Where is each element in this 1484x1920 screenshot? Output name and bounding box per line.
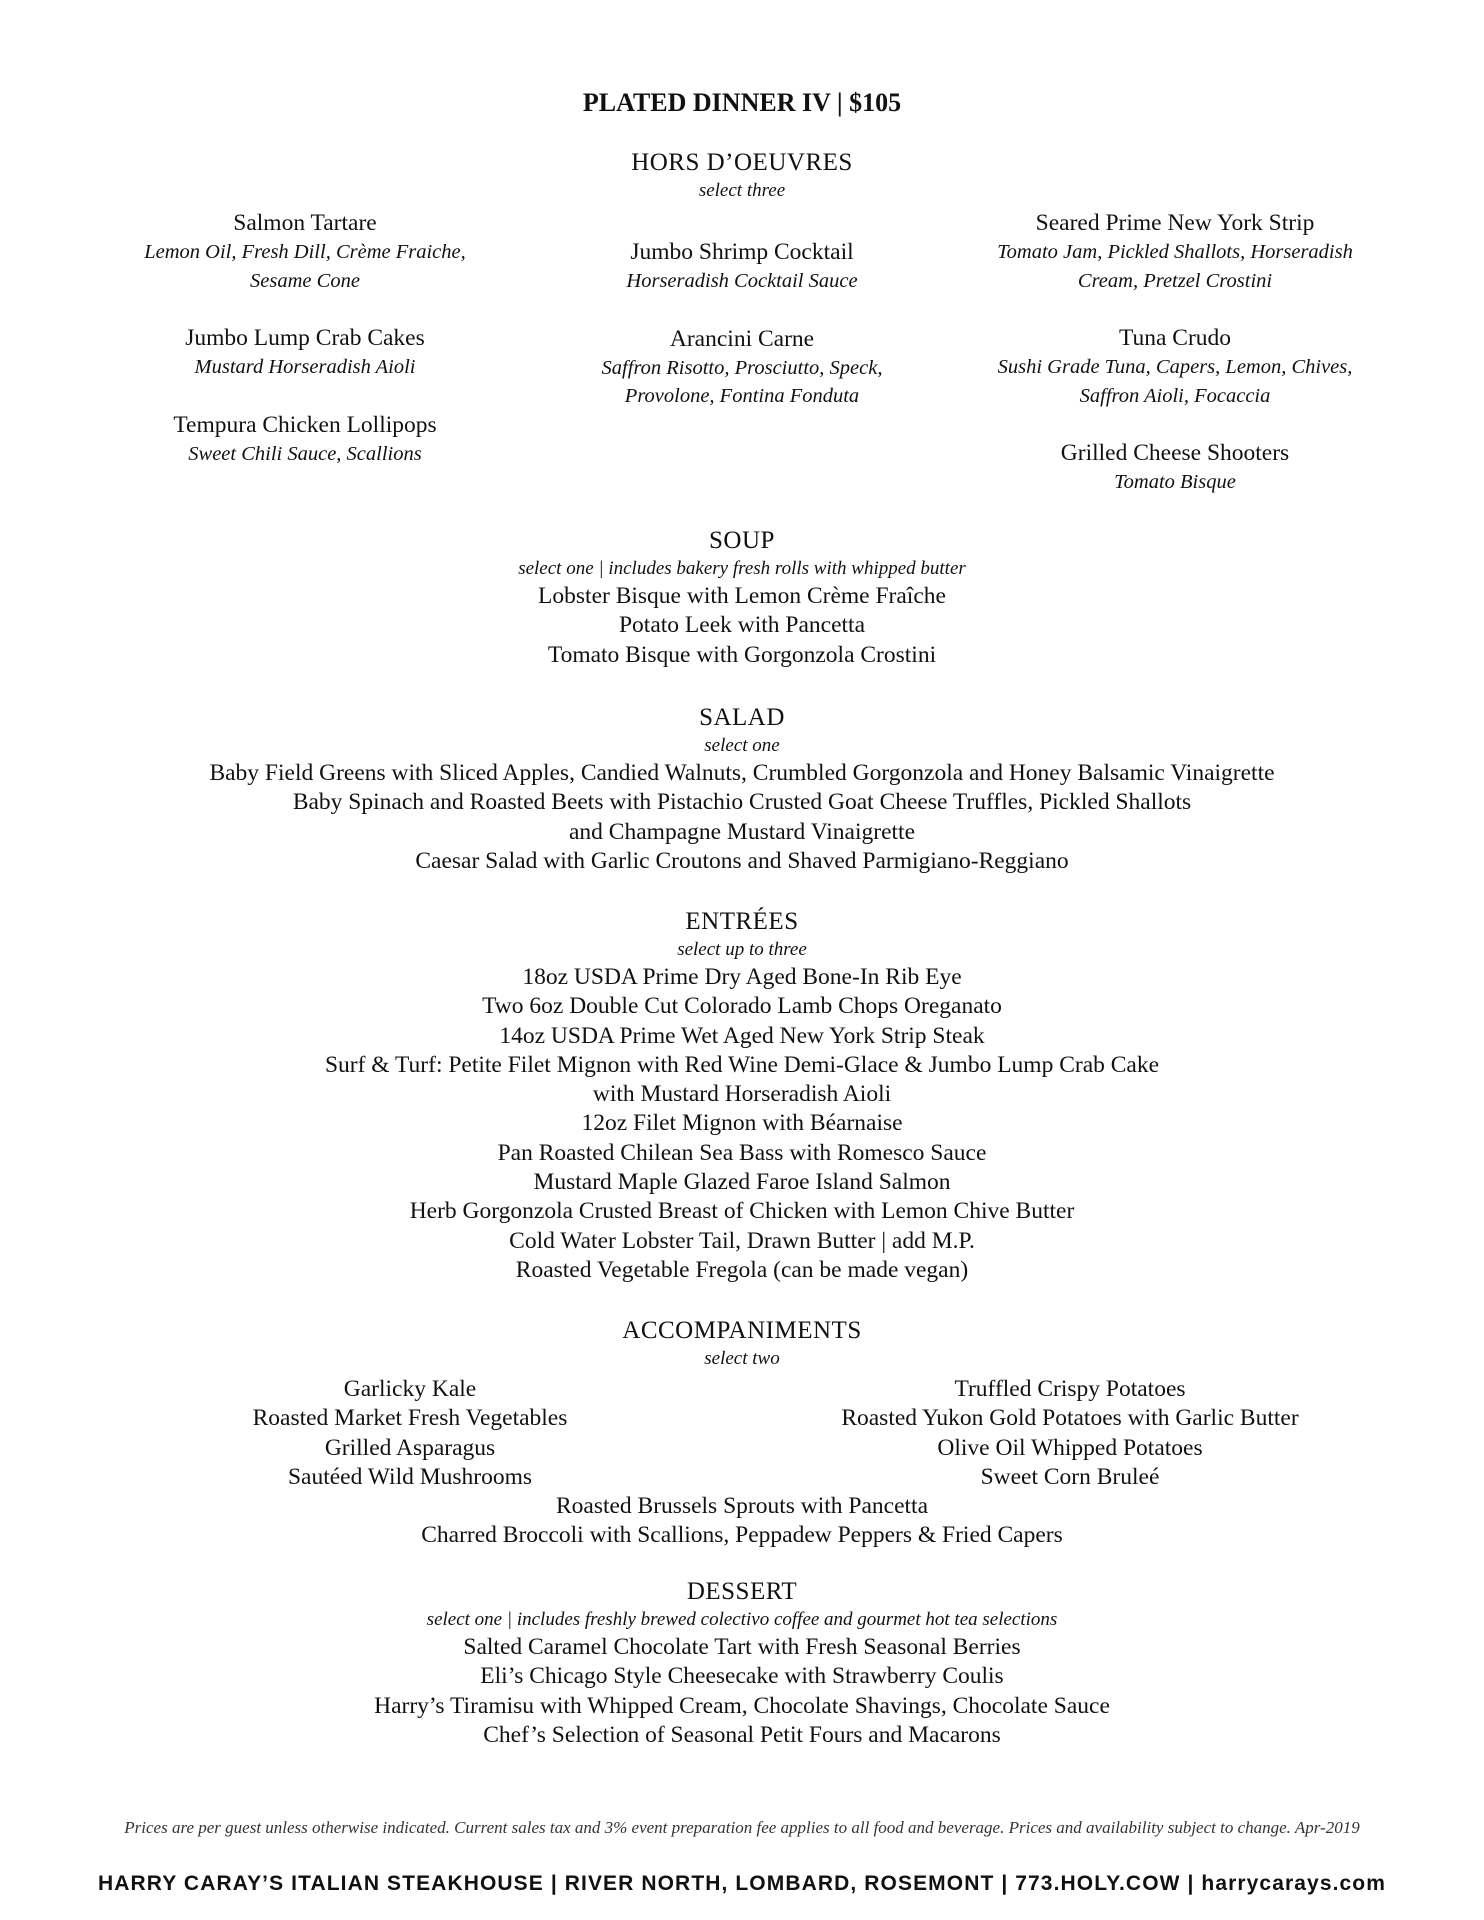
entree-item: 12oz Filet Mignon with Béarnaise	[581, 1110, 903, 1137]
hors-item-name: Grilled Cheese Shooters	[1060, 440, 1290, 466]
soup-item: Lobster Bisque with Lemon Crème Fraîche	[538, 583, 946, 609]
hors-item-desc: Cream, Pretzel Crostini	[1077, 269, 1273, 292]
dessert-item: Eli’s Chicago Style Cheesecake with Strawberry Coulis	[480, 1663, 1004, 1690]
dessert-item: Harry’s Tiramisu with Whipped Cream, Chocolate Shavings, Chocolate Sauce	[374, 1692, 1110, 1719]
entree-item: Roasted Vegetable Fregola (can be made vegan)	[515, 1256, 969, 1283]
entrees-section	[0, 907, 1484, 1285]
entrees-note: select up to three	[677, 939, 807, 960]
hors-item-desc: Sweet Chili Sauce, Scallions	[188, 442, 422, 465]
entree-item: 18oz USDA Prime Dry Aged Bone-In Rib Eye	[522, 964, 962, 990]
hors-item-desc: Sushi Grade Tuna, Capers, Lemon, Chives,	[997, 356, 1353, 378]
accompaniment-item: Roasted Yukon Gold Potatoes with Garlic Butter	[841, 1405, 1299, 1432]
entree-item: Mustard Maple Glazed Faroe Island Salmon	[533, 1169, 951, 1196]
soup-section	[0, 526, 1484, 670]
accompaniment-item: Garlicky Kale	[343, 1376, 477, 1402]
hors-item-desc: Sesame Cone	[250, 269, 360, 292]
hors-left-column	[80, 209, 530, 468]
entree-item: Pan Roasted Chilean Sea Bass with Romesco Sauce	[497, 1139, 987, 1166]
soup-heading: SOUP	[709, 527, 775, 554]
hors-item-desc: Mustard Horseradish Aioli	[194, 356, 416, 378]
hors-item-name: Jumbo Shrimp Cocktail	[630, 239, 854, 265]
entree-item: with Mustard Horseradish Aioli	[592, 1081, 892, 1108]
dessert-item: Salted Caramel Chocolate Tart with Fresh Seasonal Berries	[463, 1634, 1021, 1660]
entree-item: 14oz USDA Prime Wet Aged New York Strip Steak	[499, 1022, 985, 1049]
dessert-section	[0, 1577, 1484, 1750]
accompaniment-item: Grilled Asparagus	[324, 1434, 496, 1461]
soup-item: Potato Leek with Pancetta	[618, 612, 866, 639]
restaurant-footer: HARRY CARAY’S ITALIAN STEAKHOUSE | RIVER NORTH, LOMBARD, ROSEMONT | 773.HOLY.COW | harrycarays.com	[97, 1872, 1387, 1895]
hors-item-name: Seared Prime New York Strip	[1035, 210, 1315, 236]
entrees-heading: ENTRÉES	[685, 908, 799, 935]
accompaniment-item: Sweet Corn Bruleé	[980, 1463, 1160, 1490]
entree-item: Cold Water Lobster Tail, Drawn Butter | add M.P.	[509, 1227, 975, 1254]
salad-item: Baby Field Greens with Sliced Apples, Candied Walnuts, Crumbled Gorgonzola and Honey Balsamic Vinaigrette	[209, 760, 1275, 786]
accompaniment-item: Sautéed Wild Mushrooms	[287, 1463, 533, 1490]
accompaniments-heading: ACCOMPANIMENTS	[622, 1317, 862, 1344]
hors-item-desc: Saffron Risotto, Prosciutto, Speck,	[601, 356, 883, 379]
salad-heading: SALAD	[699, 704, 785, 731]
accompaniments-center	[0, 1492, 1484, 1551]
hors-item-desc: Lemon Oil, Fresh Dill, Crème Fraiche,	[144, 241, 466, 263]
hors-header	[0, 148, 1484, 204]
pricing-disclaimer: Prices are per guest unless otherwise indicated. Current sales tax and 3% event preparation fee applies to all food and beverage. Prices and availability subject to change. Apr-2019	[124, 1818, 1360, 1837]
entree-item: Two 6oz Double Cut Colorado Lamb Chops Oreganato	[482, 993, 1002, 1020]
soup-item: Tomato Bisque with Gorgonzola Crostini	[547, 641, 937, 668]
dessert-note: select one | includes freshly brewed colectivo coffee and gourmet hot tea selections	[426, 1609, 1058, 1630]
accompaniment-item: Roasted Brussels Sprouts with Pancetta	[555, 1493, 929, 1519]
entree-item: Herb Gorgonzola Crusted Breast of Chicken with Lemon Chive Butter	[409, 1198, 1075, 1225]
entree-item: Surf & Turf: Petite Filet Mignon with Red Wine Demi-Glace & Jumbo Lump Crab Cake	[324, 1051, 1160, 1078]
salad-item: and Champagne Mustard Vinaigrette	[569, 818, 915, 845]
page-title: PLATED DINNER IV | $105	[582, 88, 902, 117]
accompaniments-header	[0, 1316, 1484, 1372]
hors-heading: HORS D’OEUVRES	[631, 149, 853, 176]
salad-item: Baby Spinach and Roasted Beets with Pistachio Crusted Goat Cheese Truffles, Pickled Shallots	[292, 789, 1192, 816]
accompaniment-item: Charred Broccoli with Scallions, Peppadew Peppers & Fried Capers	[421, 1522, 1063, 1549]
hors-item-name: Jumbo Lump Crab Cakes	[185, 325, 425, 351]
salad-note: select one	[704, 735, 780, 756]
hors-center-column	[537, 238, 947, 411]
hors-item-name: Tuna Crudo	[1118, 325, 1232, 351]
hors-note: select three	[698, 180, 786, 201]
accompaniment-item: Roasted Market Fresh Vegetables	[252, 1405, 568, 1432]
accompaniments-left-column	[160, 1375, 660, 1492]
soup-note: select one | includes bakery fresh rolls with whipped butter	[518, 558, 966, 579]
hors-item-desc: Provolone, Fontina Fonduta	[624, 385, 860, 407]
dessert-heading: DESSERT	[686, 1578, 798, 1605]
hors-item-name: Arancini Carne	[669, 325, 815, 352]
salad-item: Caesar Salad with Garlic Croutons and Shaved Parmigiano-Reggiano	[415, 847, 1069, 874]
hors-item-desc: Horseradish Cocktail Sauce	[626, 270, 858, 292]
dessert-item: Chef’s Selection of Seasonal Petit Fours and Macarons	[483, 1721, 1001, 1748]
hors-item-name: Salmon Tartare	[233, 210, 377, 236]
hors-item-desc: Saffron Aioli, Focaccia	[1079, 384, 1271, 407]
accompaniment-item: Truffled Crispy Potatoes	[954, 1376, 1186, 1402]
accompaniments-right-column	[770, 1375, 1370, 1492]
hors-item-name: Tempura Chicken Lollipops	[173, 411, 437, 438]
hors-right-column	[955, 209, 1395, 497]
hors-item-desc: Tomato Jam, Pickled Shallots, Horseradish	[997, 241, 1353, 263]
hors-item-desc: Tomato Bisque	[1114, 471, 1236, 493]
accompaniments-note: select two	[704, 1348, 780, 1369]
salad-section	[0, 703, 1484, 876]
accompaniment-item: Olive Oil Whipped Potatoes	[937, 1434, 1203, 1461]
